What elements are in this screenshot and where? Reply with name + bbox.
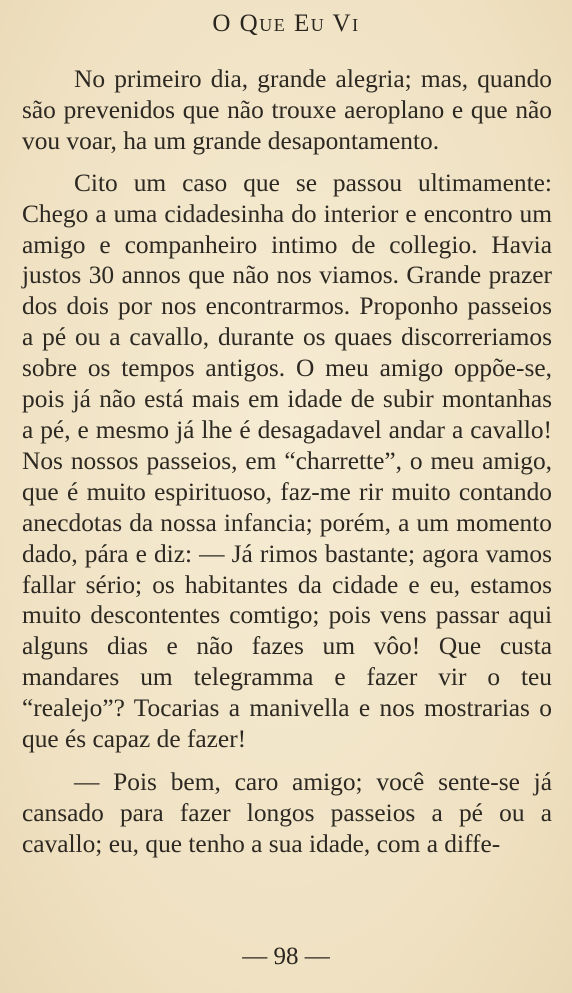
page-number: — 98 —	[242, 943, 330, 970]
body-text	[22, 64, 552, 860]
paragraph-1: No primeiro dia, grande alegria; mas, quando são prevenidos que não trouxe aeroplano e que não vou voar, ha um grande desapontamento.	[22, 65, 552, 155]
running-head: O Que Eu Vi	[212, 10, 360, 37]
paragraph-3: — Pois bem, caro amigo; você sente-se já cansado para fazer longos passeios a pé ou a cavallo; eu, que tenho a sua idade, com a diffe-	[22, 767, 552, 858]
paragraph-2: Cito um caso que se passou ultimamente: Chego a uma cidadesinha do interior e encontro um amigo e companheiro intimo de collegio. Havia justos 30 annos que não nos viamos. Grande prazer dos dois por nos encontrarmos. Proponho passeios a pé ou a cavallo, durante os quaes discorreriamos sobre os tempos antigos. O meu amigo oppõe-se, pois já não está mais em idade de subir montanhas a pé, e mesmo já lhe é desagadavel andar a cavallo! Nos nossos passeios, em “charrette”, o meu amigo, que é muito espirituoso, faz-me rir muito contando anecdotas da nossa infancia; porém, a um momento dado, pára e diz: — Já rimos bastante; agora vamos fallar sério; os habitantes da cidade e eu, estamos muito descontentes comtigo; pois vens passar aqui alguns dias e não fazes um vôo! Que custa mandares um telegramma e fazer vir o teu “realejo”? Tocarias a manivella e nos mostrarias o que és capaz de fazer!	[22, 168, 552, 754]
